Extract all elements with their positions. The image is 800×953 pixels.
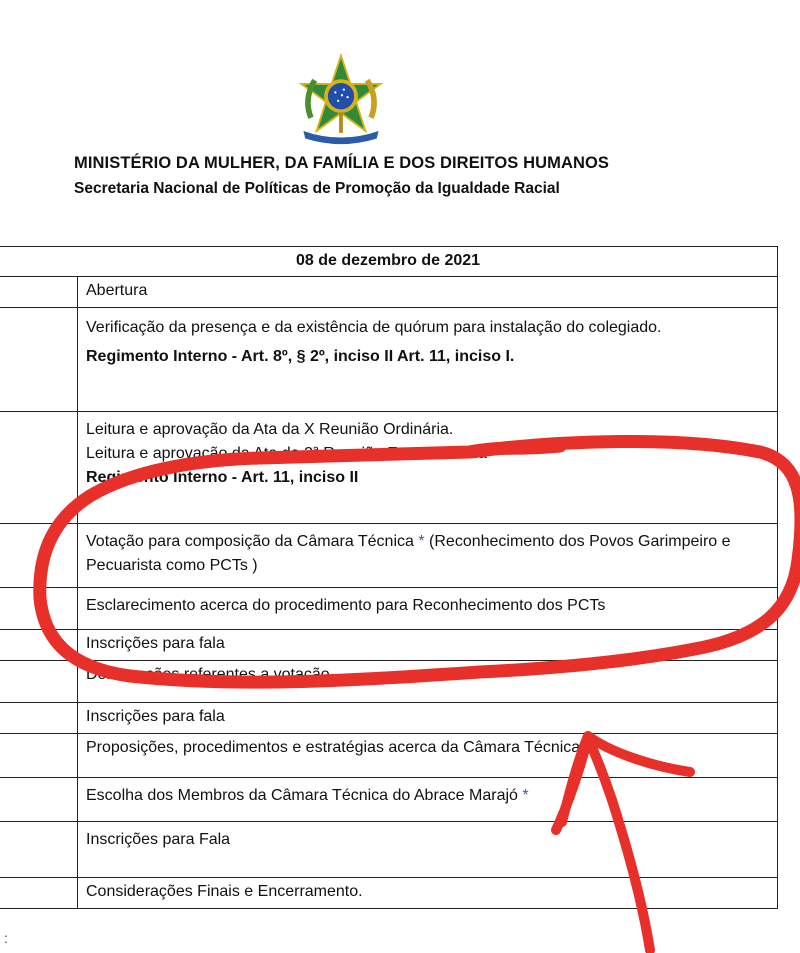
number-cell [0,308,78,412]
table-row [0,703,778,734]
table-row [0,308,778,412]
number-cell [0,524,78,588]
number-cell [0,588,78,630]
item-consideracoes: Considerações Finais e Encerramento. [78,878,778,909]
number-cell [0,878,78,909]
verificacao-reference: Regimento Interno - Art. 8º, § 2º, inciso II Art. 11, inciso I. [86,348,515,365]
table-row [0,412,778,524]
table-row [0,630,778,661]
agenda-table [0,246,778,909]
item-inscricoes-3: Inscrições para Fala [78,822,778,878]
table-row [0,734,778,778]
number-cell [0,778,78,822]
item-proposicoes: Proposições, procedimentos e estratégias acerca da Câmara Técnica [78,734,778,778]
item-escolha [78,778,778,822]
coat-of-arms-emblem [294,52,388,146]
votacao-asterisk: * [418,533,425,550]
ministry-title: MINISTÉRIO DA MULHER, DA FAMÍLIA E DOS DIREITOS HUMANOS [74,154,610,172]
leitura-text-1: Leitura e aprovação da Ata da X Reunião Ordinária. [86,421,454,438]
table-row [0,661,778,703]
number-cell [0,734,78,778]
item-votacao [78,524,778,588]
votacao-text-cont: (Reconhecimento dos Povos Garimpeiro e Pecuarista como PCTs ) [86,533,731,574]
number-cell [0,661,78,703]
table-row [0,878,778,909]
table-row [0,778,778,822]
item-abertura: Abertura [78,277,778,308]
escolha-text: Escolha dos Membros da Câmara Técnica do Abrace Marajó [86,787,518,804]
table-row [0,524,778,588]
item-inscricoes-1: Inscrições para fala [78,630,778,661]
item-deliberacoes: Deliberações referentes a votação. [78,661,778,703]
item-verificacao [78,308,778,412]
item-leitura [78,412,778,524]
table-row [0,247,778,277]
agenda-date: 08 de dezembro de 2021 [0,247,778,277]
stray-mark: : [4,930,8,946]
number-cell [0,822,78,878]
escolha-asterisk: * [522,787,529,804]
table-row [0,822,778,878]
votacao-text: Votação para composição da Câmara Técnica [86,533,414,550]
item-inscricoes-2: Inscrições para fala [78,703,778,734]
table-row [0,588,778,630]
item-esclarecimento: Esclarecimento acerca do procedimento para Reconhecimento dos PCTs [78,588,778,630]
secretariat-subtitle: Secretaria Nacional de Políticas de Promoção da Igualdade Racial [74,180,560,197]
leitura-reference: Regimento Interno - Art. 11, inciso II [86,469,359,486]
number-cell [0,703,78,734]
number-cell [0,277,78,308]
number-cell [0,630,78,661]
verificacao-text: Verificação da presença e da existência de quórum para instalação do colegiado. [86,319,662,336]
leitura-text-2: Leitura e aprovação da Ata da 2ª Reunião Extraordinária [86,445,487,462]
number-cell [0,412,78,524]
table-row [0,277,778,308]
